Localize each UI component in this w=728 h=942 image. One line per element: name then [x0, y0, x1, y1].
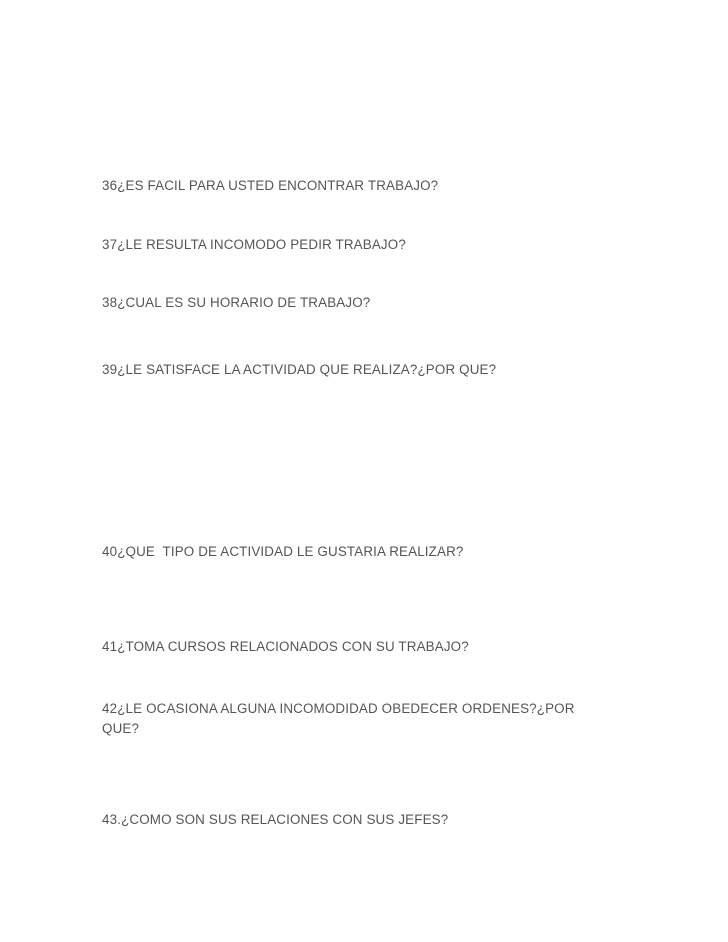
question-37: 37¿LE RESULTA INCOMODO PEDIR TRABAJO? [102, 237, 406, 252]
question-40: 40¿QUE TIPO DE ACTIVIDAD LE GUSTARIA REALIZAR? [102, 544, 464, 559]
question-42: 42¿LE OCASIONA ALGUNA INCOMODIDAD OBEDECER ORDENES?¿POR QUE? [102, 701, 575, 736]
question-39: 39¿LE SATISFACE LA ACTIVIDAD QUE REALIZA?¿POR QUE? [102, 362, 497, 377]
question-41: 41¿TOMA CURSOS RELACIONADOS CON SU TRABAJO? [102, 639, 469, 654]
question-38: 38¿CUAL ES SU HORARIO DE TRABAJO? [102, 295, 371, 310]
question-43: 43.¿COMO SON SUS RELACIONES CON SUS JEFES? [102, 812, 449, 827]
question-36: 36¿ES FACIL PARA USTED ENCONTRAR TRABAJO? [102, 178, 439, 193]
